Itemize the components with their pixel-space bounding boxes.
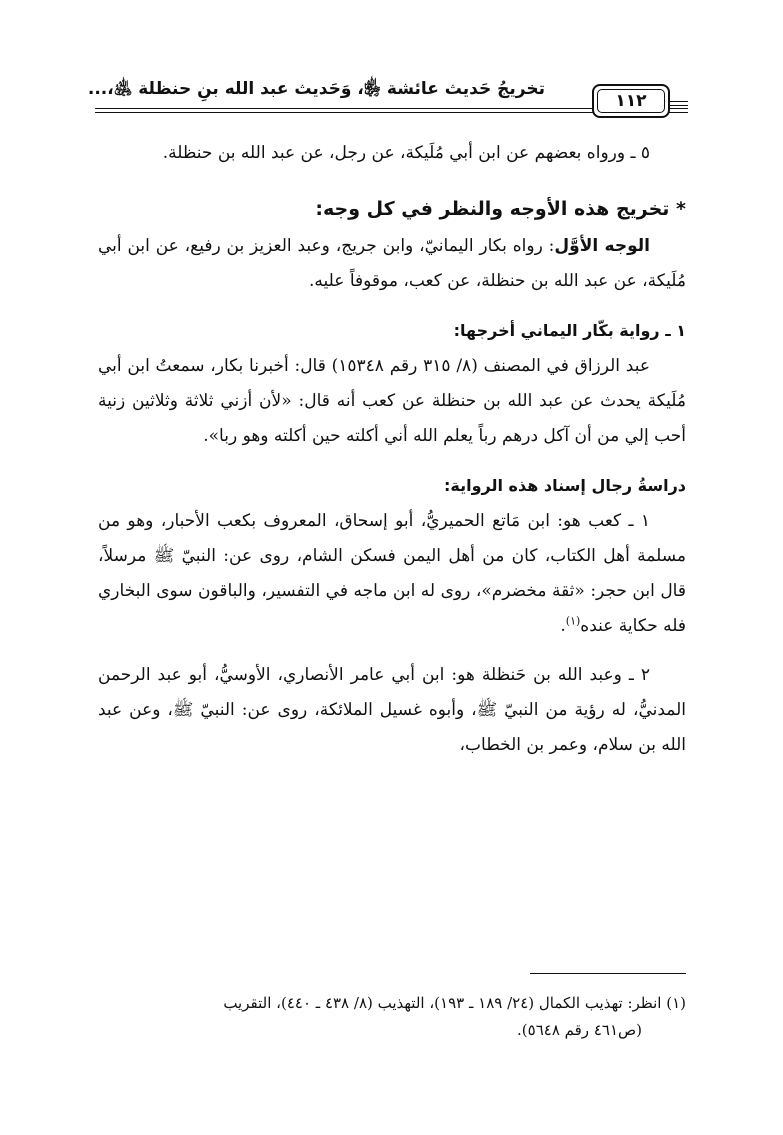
first-aspect-label: الوجه الأوَّل [554,236,650,256]
footnotes [98,990,686,1044]
footnote-separator [530,973,686,974]
subheading-bakkar: ١ ـ رواية بكّار اليماني أخرجها: [453,321,686,340]
page-number-text: ١١٢ [615,91,647,111]
paragraph-first-aspect [98,229,686,299]
subheading-narrators: دراسةُ رجال إسناد هذه الرواية: [444,476,686,495]
paragraph-variant-5: ٥ ـ ورواه بعضهم عن ابن أبي مُلَيكة، عن رجل، عن عبد الله بن حنظلة. [162,143,650,163]
footnote-ref-1[interactable]: (١) [565,614,581,628]
running-title: تخريجُ حَديث عائشة ﵂، وَحَديث عبد الله بنِ حنظلة ﵁،... [87,79,545,99]
paragraph-abdulrazzaq: عبد الرزاق في المصنف (٨/ ٣١٥ رقم ١٥٣٤٨) قال: أخبرنا بكار، سمعتُ ابن أبي مُلَيكة يحدث عن عبد الله بن حنظلة عن كعب أنه قال: «لأن أزني ثلاثة وثلاثين زنية أحب إلي من أن آكل درهم رباً يعلم الله أني أكلته حين أكلته وهو ربا». [98,356,686,446]
kaab-text: ١ ـ كعب هو: ابن مَاتع الحميريُّ، أبو إسحاق، المعروف بكعب الأحبار، وهو من مسلمة أهل الكتاب، كان من أهل اليمن فسكن الشام، روى عن: النبيّ ﷺ مرسلاً، قال ابن حجر: «ثقة مخضرم»، روى له ابن ماجه في التفسير، والباقون سوى البخاري فله حكاية عنده [98,511,686,636]
kaab-end: . [560,616,566,636]
page-number [592,84,670,118]
section-heading: * تخريج هذه الأوجه والنظر في كل وجه: [315,198,686,220]
paragraph-abdullah-hanzala: ٢ ـ وعبد الله بن حَنظلة هو: ابن أبي عامر الأنصاري، الأوسيُّ، أبو عبد الرحمن المدنيُّ، له رؤية من النبيّ ﷺ، وأبوه غسيل الملائكة، روى عن: النبيّ ﷺ، وعن عبد الله بن سلام، وعمر بن الخطاب، [98,665,686,755]
main-text [98,136,686,763]
paragraph-kaab [98,504,686,644]
footnote-1-continued: (ص٤٦١ رقم ٥٦٤٨). [517,1021,642,1039]
footnote-1: (١) انظر: تهذيب الكمال (٢٤/ ١٨٩ ـ ١٩٣)، التهذيب (٨/ ٤٣٨ ـ ٤٤٠)، التقريب [223,994,686,1012]
first-aspect-text: : رواه بكار اليمانيّ، وابن جريج، وعبد العزيز بن رفيع، عن ابن أبي مُلَيكة، عن عبد الله بن حنظلة، عن كعب، موقوفاً عليه. [98,236,686,291]
